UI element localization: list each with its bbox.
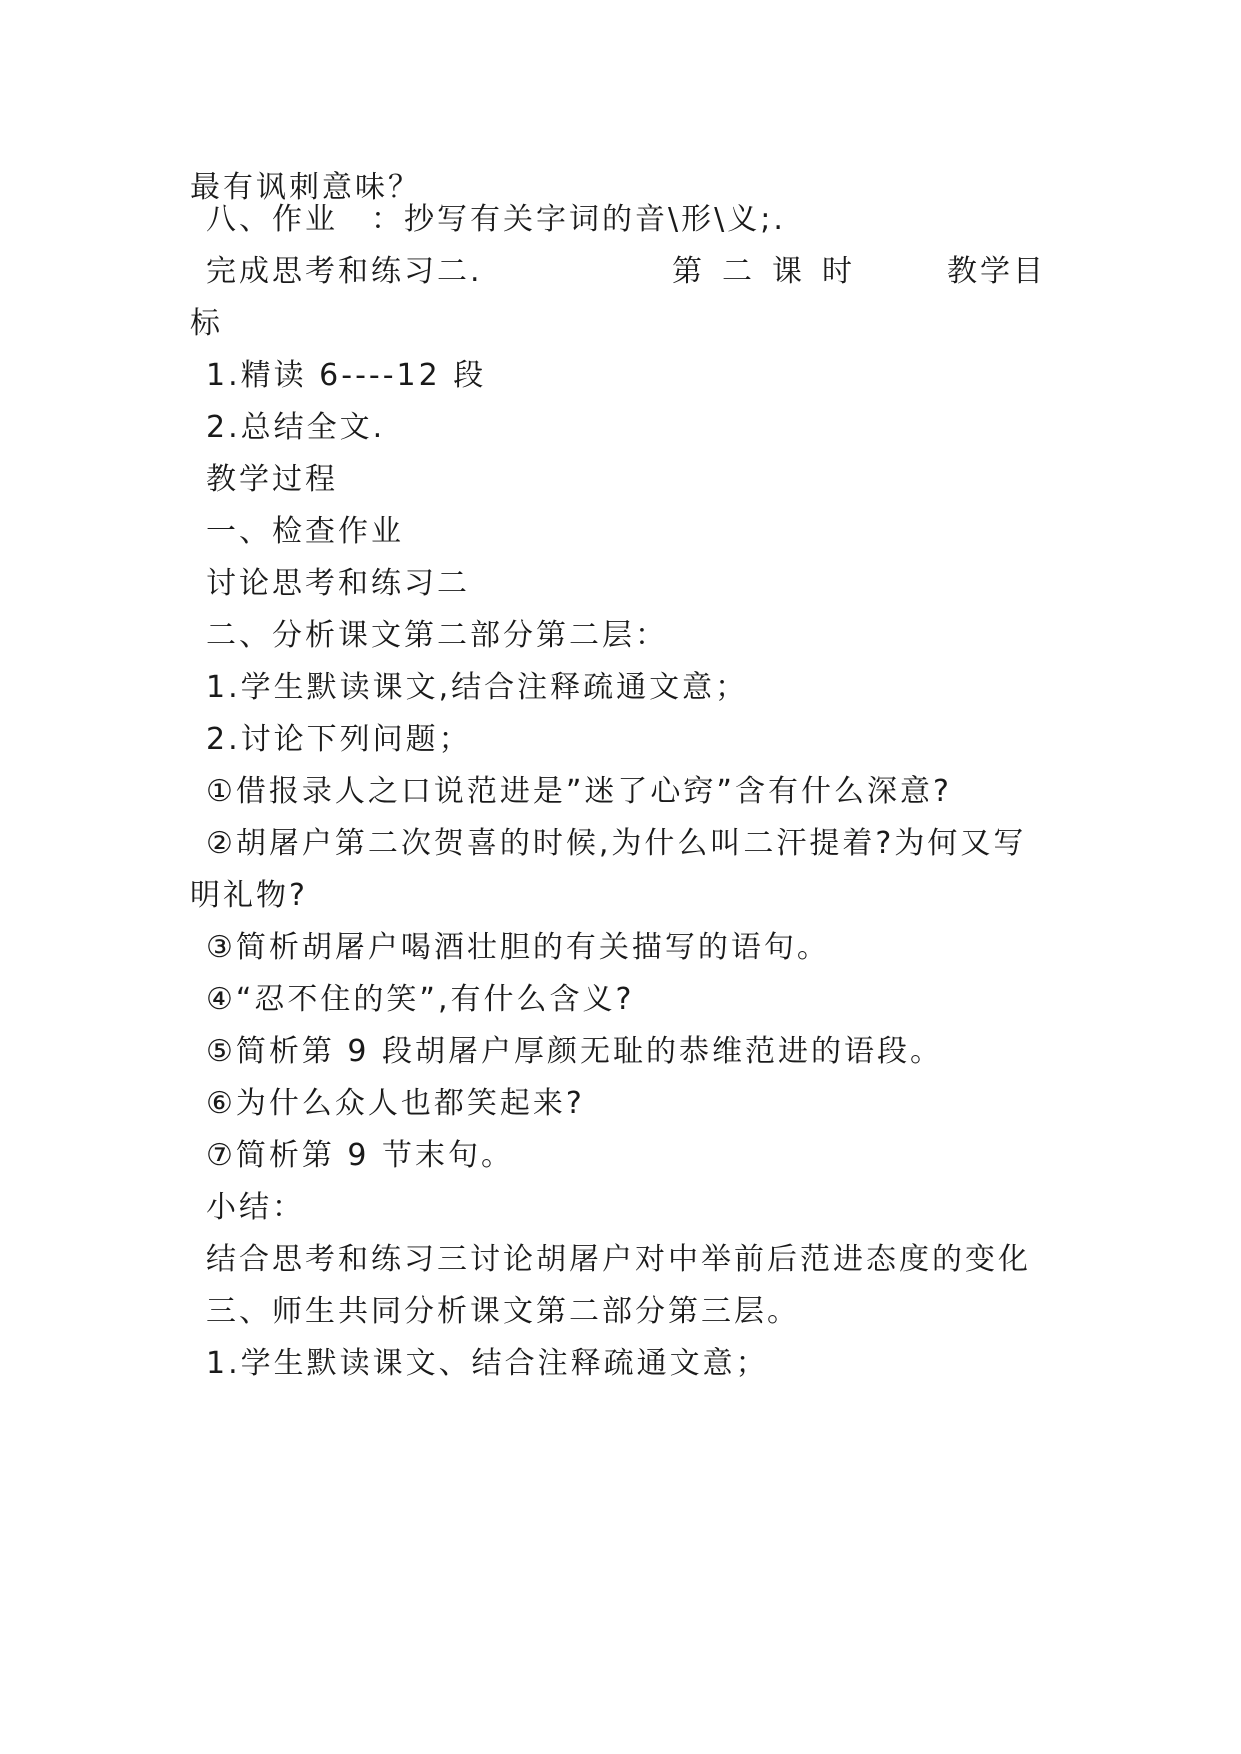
- text-line-19: ⑥为什么众人也都笑起来?: [206, 1086, 585, 1121]
- text-line-13: ①借报录人之口说范进是”迷了心窍”含有什么深意?: [206, 774, 952, 809]
- text-line-3: 完成思考和练习二.: [206, 254, 483, 289]
- lesson-heading: 第二课时: [672, 254, 872, 289]
- text-line-4: 标: [190, 306, 223, 341]
- text-line-20: ⑦简析第 9 节末句。: [206, 1138, 515, 1173]
- text-line-7: 教学过程: [206, 462, 338, 497]
- text-line-23: 三、师生共同分析课文第二部分第三层。: [206, 1294, 800, 1329]
- text-line-9: 讨论思考和练习二: [206, 566, 470, 601]
- text-line-5: 1.精读 6----12 段: [206, 358, 487, 393]
- text-line-22: 结合思考和练习三讨论胡屠户对中举前后范进态度的变化: [206, 1242, 1031, 1277]
- text-line-6: 2.总结全文.: [206, 410, 386, 445]
- text-line-2: 八、作业 ：抄写有关字词的音\形\义;.: [206, 202, 786, 237]
- text-line-12: 2.讨论下列问题；: [206, 722, 472, 757]
- text-line-1: 最有讽刺意味？: [190, 170, 421, 205]
- text-line-8: 一、检查作业: [206, 514, 404, 549]
- text-line-objective: 教学目: [947, 254, 1046, 289]
- text-line-10: 二、分析课文第二部分第二层：: [206, 618, 668, 653]
- text-line-14: ②胡屠户第二次贺喜的时候,为什么叫二汗提着?为何又写: [206, 826, 1027, 861]
- text-line-21: 小结：: [206, 1190, 305, 1225]
- text-line-18: ⑤简析第 9 段胡屠户厚颜无耻的恭维范进的语段。: [206, 1034, 944, 1069]
- text-line-11: 1.学生默读课文,结合注释疏通文意；: [206, 670, 749, 705]
- text-line-15: 明礼物?: [190, 878, 308, 913]
- text-line-24: 1.学生默读课文、结合注释疏通文意；: [206, 1346, 769, 1381]
- text-line-16: ③简析胡屠户喝酒壮胆的有关描写的语句。: [206, 930, 830, 965]
- text-line-17: ④“忍不住的笑”,有什么含义?: [206, 982, 635, 1017]
